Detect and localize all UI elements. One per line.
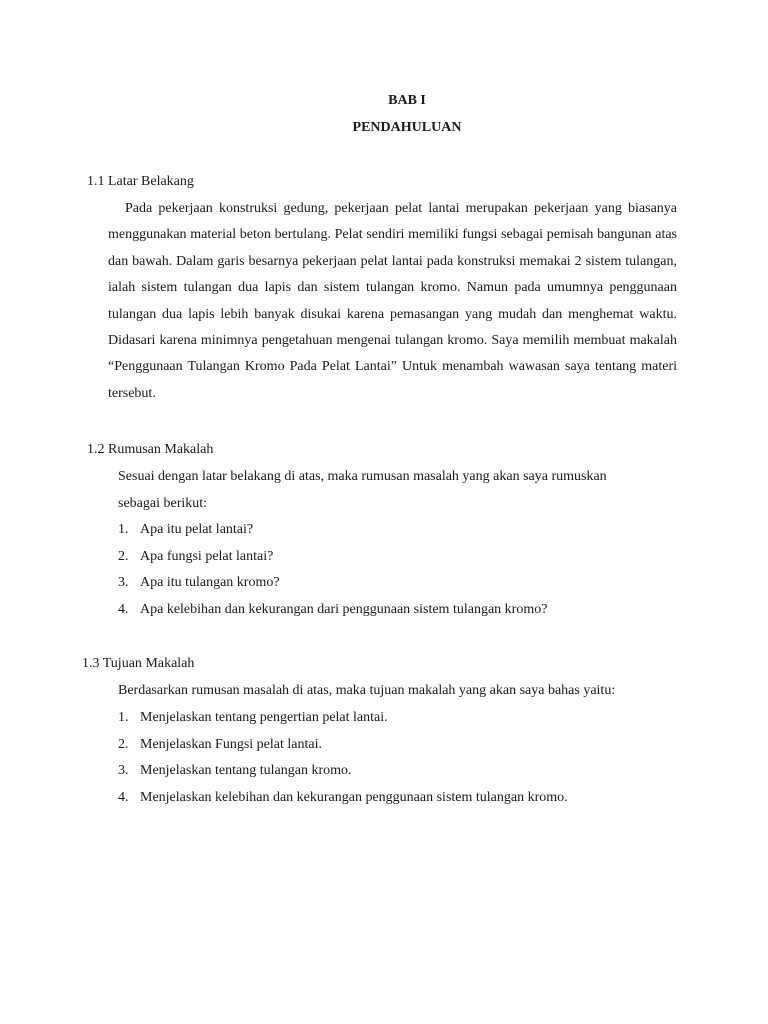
section-heading-latar-belakang: 1.1 Latar Belakang bbox=[87, 174, 194, 189]
tujuan-intro-line-1: Berdasarkan rumusan masalah di atas, maka tujuan makalah yang akan saya bahas yaitu: bbox=[118, 683, 616, 698]
list-item: 4. Apa kelebihan dan kekurangan dari penggunaan sistem tulangan kromo? bbox=[118, 601, 548, 617]
list-item: 2. Menjelaskan Fungsi pelat lantai. bbox=[118, 736, 322, 752]
latar-belakang-paragraph bbox=[108, 196, 677, 407]
list-item: 1. Apa itu pelat lantai? bbox=[118, 522, 254, 537]
tujuan-list bbox=[118, 705, 568, 811]
section-heading-rumusan-makalah: 1.2 Rumusan Makalah bbox=[87, 442, 214, 457]
list-item: 2. Apa fungsi pelat lantai? bbox=[118, 548, 274, 564]
list-item: 4. Menjelaskan kelebihan dan kekurangan penggunaan sistem tulangan kromo. bbox=[118, 789, 568, 805]
list-item: 3. Apa itu tulangan kromo? bbox=[118, 575, 280, 590]
rumusan-intro-line-1: Sesuai dengan latar belakang di atas, maka rumusan masalah yang akan saya rumuskan bbox=[118, 469, 607, 484]
section-heading-tujuan-makalah: 1.3 Tujuan Makalah bbox=[82, 656, 195, 671]
list-item: 3. Menjelaskan tentang tulangan kromo. bbox=[118, 763, 352, 778]
rumusan-intro-line-2: sebagai berikut: bbox=[118, 496, 208, 511]
latar-belakang-text: Pada pekerjaan konstruksi gedung, pekerjaan pelat lantai merupakan pekerjaan yang biasanya menggunakan material beton bertulang. Pelat sendiri memiliki fungsi sebagai pemisah bangunan atas dan bawah. Dalam garis besarnya pekerjaan pelat lantai pada konstruksi memakai 2 sistem tulangan, ialah sistem tulangan dua lapis dan sistem tulangan kromo. Namun pada umumnya penggunaan tulangan dua lapis lebih banyak disukai karena pemasangan yang mudah dan menghemat waktu. Didasari karena minimnya pengetahuan mengenai tulangan kromo. Saya memilih membuat makalah “Penggunaan Tulangan Kromo Pada Pelat Lantai” Untuk menambah wawasan saya tentang materi tersebut. bbox=[108, 201, 677, 401]
list-item: 1. Menjelaskan tentang pengertian pelat lantai. bbox=[118, 710, 388, 725]
rumusan-list bbox=[118, 517, 547, 623]
chapter-number: BAB I bbox=[388, 93, 426, 108]
chapter-title: PENDAHULUAN bbox=[352, 120, 462, 135]
